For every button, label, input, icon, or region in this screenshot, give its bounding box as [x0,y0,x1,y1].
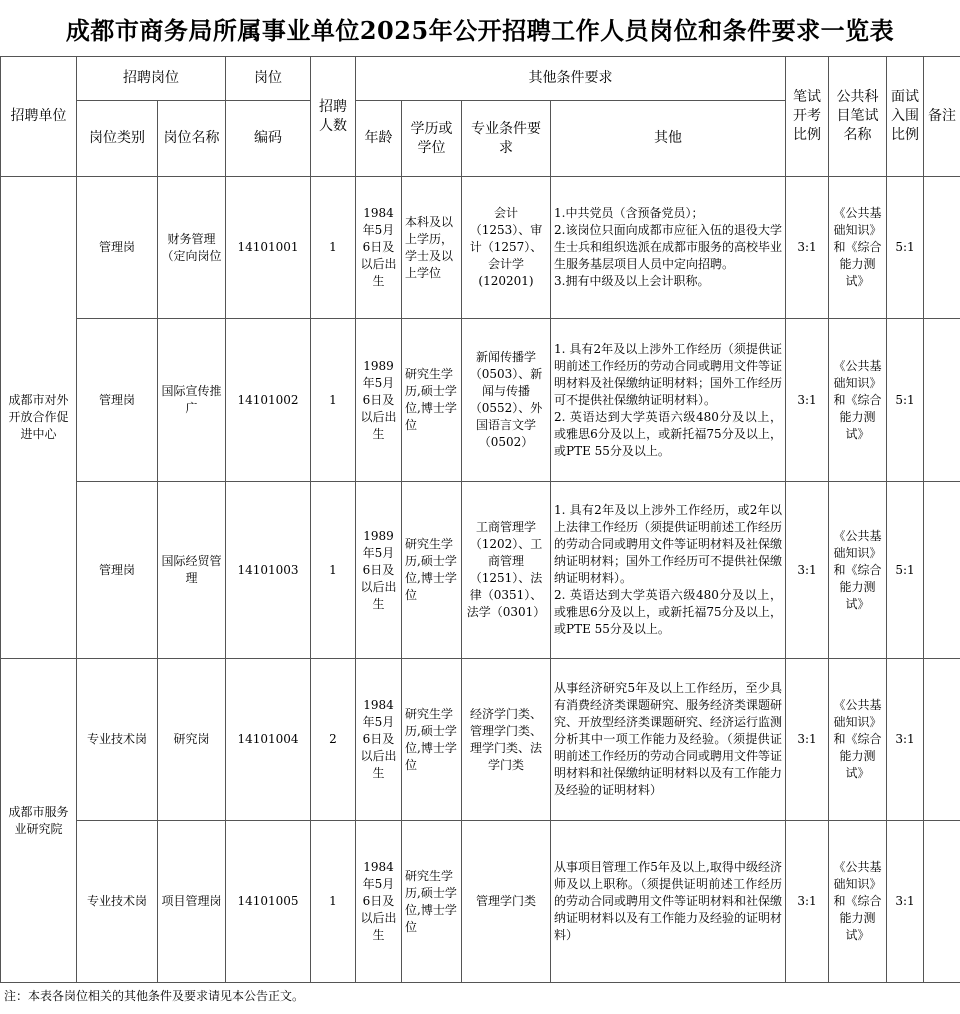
interview-ratio-cell: 3:1 [887,821,924,983]
remark-cell [924,659,960,821]
major-cell: 工商管理学（1202）、工商管理（1251）、法律（0351）、法学（0301） [462,482,551,659]
other-line: 1.中共党员（含预备党员）； [554,206,704,220]
other-line: 从事经济研究5年及以上工作经历，至少具有消费经济类课题研究、服务经济类课题研究、开放型经济类课题研究、经济运行监测分析其中一项工作能力及经验。（须提供证明前述工作经历的劳动合同或聘用文件等证明材料和社保缴纳证明材料以及有工作能力及经验的证明材料） [554,681,783,797]
remark-cell [924,482,960,659]
post-type-cell: 管理岗 [77,177,158,319]
recruitment-table [0,56,960,983]
count-cell: 2 [311,659,356,821]
header-education: 学历或学位 [402,101,462,177]
count-cell: 1 [311,177,356,319]
header-major: 专业条件要求 [462,101,551,177]
education-cell: 本科及以上学历，学士及以上学位 [402,177,462,319]
exam-ratio-cell: 3:1 [786,659,829,821]
header-remark: 备注 [924,57,960,177]
post-code-cell: 14101001 [226,177,311,319]
major-cell: 会计（1253）、审计（1257）、会计学(120201) [462,177,551,319]
header-interview-ratio: 面试入围比例 [887,57,924,177]
header-count: 招聘人数 [311,57,356,177]
post-code-cell: 14101003 [226,482,311,659]
post-type-cell: 专业技术岗 [77,659,158,821]
interview-ratio-cell: 5:1 [887,177,924,319]
count-cell: 1 [311,482,356,659]
footnote: 注：本表各岗位相关的其他条件及要求请见本公告正文。 [4,989,305,1003]
age-cell: 1989年5月6日及以后出生 [356,319,402,482]
remark-cell [924,177,960,319]
unit-cell: 成都市服务业研究院 [1,659,77,983]
other-cell [551,177,786,319]
post-code-cell: 14101005 [226,821,311,983]
exam-subject-cell: 《公共基础知识》和《综合能力测试》 [829,482,887,659]
header-exam-ratio: 笔试开考比例 [786,57,829,177]
exam-ratio-cell: 3:1 [786,319,829,482]
other-line: 2.该岗位只面向成都市应征入伍的退役大学生士兵和组织选派在成都市服务的高校毕业生服务基层项目人员中定向招聘。 [554,223,783,271]
header-post-type: 岗位类别 [77,101,158,177]
exam-ratio-cell: 3:1 [786,482,829,659]
interview-ratio-cell: 3:1 [887,659,924,821]
other-line: 3.拥有中级及以上会计职称。 [554,274,710,288]
post-type-cell: 管理岗 [77,319,158,482]
exam-subject-cell: 《公共基础知识》和《综合能力测试》 [829,177,887,319]
interview-ratio-cell: 5:1 [887,319,924,482]
post-type-cell: 管理岗 [77,482,158,659]
other-cell [551,821,786,983]
header-post-code-top: 岗位 [226,57,311,101]
header-exam-subject: 公共科目笔试名称 [829,57,887,177]
header-post-name: 岗位名称 [158,101,226,177]
education-cell: 研究生学历,硕士学位,博士学位 [402,482,462,659]
other-cell [551,482,786,659]
age-cell: 1984年5月6日及以后出生 [356,177,402,319]
post-name-cell: 研究岗 [158,659,226,821]
age-cell: 1984年5月6日及以后出生 [356,659,402,821]
post-name-cell: 财务管理（定向岗位 [158,177,226,319]
other-line: 1. 具有2年及以上涉外工作经历（须提供证明前述工作经历的劳动合同或聘用文件等证明材料及社保缴纳证明材料；国外工作经历可不提供社保缴纳证明材料）。 [554,341,783,407]
exam-subject-cell: 《公共基础知识》和《综合能力测试》 [829,659,887,821]
exam-subject-cell: 《公共基础知识》和《综合能力测试》 [829,319,887,482]
table-row [1,177,960,319]
header-age: 年龄 [356,101,402,177]
education-cell: 研究生学历,硕士学位,博士学位 [402,821,462,983]
unit-cell: 成都市对外开放合作促进中心 [1,177,77,659]
header-unit: 招聘单位 [1,57,77,177]
exam-subject-cell: 《公共基础知识》和《综合能力测试》 [829,821,887,983]
remark-cell [924,319,960,482]
other-line: 2. 英语达到大学英语六级480分及以上，或雅思6分及以上，或新托福75分及以上，或PTE 55分及以上。 [554,409,782,458]
age-cell: 1984年5月6日及以后出生 [356,821,402,983]
post-name-cell: 国际宣传推广 [158,319,226,482]
count-cell: 1 [311,319,356,482]
other-line: 2. 英语达到大学英语六级480分及以上，或雅思6分及以上，或新托福75分及以上，或PTE 55分及以上。 [554,588,782,636]
header-other: 其他 [551,101,786,177]
major-cell: 经济学门类、管理学门类、理学门类、法学门类 [462,659,551,821]
remark-cell [924,821,960,983]
post-code-cell: 14101002 [226,319,311,482]
post-code-cell: 14101004 [226,659,311,821]
interview-ratio-cell: 5:1 [887,482,924,659]
post-type-cell: 专业技术岗 [77,821,158,983]
exam-ratio-cell: 3:1 [786,177,829,319]
post-name-cell: 国际经贸管理 [158,482,226,659]
table-row [1,319,960,482]
education-cell: 研究生学历,硕士学位,博士学位 [402,319,462,482]
major-cell: 管理学门类 [462,821,551,983]
other-line: 从事项目管理工作5年及以上,取得中级经济师及以上职称。（须提供证明前述工作经历的劳动合同或聘用文件等证明材料和社保缴纳证明材料以及有工作能力及经验的证明材料） [554,860,783,942]
major-cell: 新闻传播学（0503）、新闻与传播（0552）、外国语言文学（0502） [462,319,551,482]
exam-ratio-cell: 3:1 [786,821,829,983]
header-other-group: 其他条件要求 [356,57,786,101]
header-post-group: 招聘岗位 [77,57,226,101]
other-cell [551,659,786,821]
post-name-cell: 项目管理岗 [158,821,226,983]
page-title: 成都市商务局所属事业单位2025年公开招聘工作人员岗位和条件要求一览表 [65,15,895,45]
header-post-code: 编码 [226,101,311,177]
other-line: 1. 具有2年及以上涉外工作经历，或2年以上法律工作经历（须提供证明前述工作经历的劳动合同或聘用文件等证明材料及社保缴纳证明材料；国外工作经历可不提供社保缴纳证明材料）。 [554,503,783,585]
age-cell: 1989年5月6日及以后出生 [356,482,402,659]
education-cell: 研究生学历,硕士学位,博士学位 [402,659,462,821]
table-row [1,821,960,983]
table-row [1,659,960,821]
table-row [1,482,960,659]
other-cell [551,319,786,482]
count-cell: 1 [311,821,356,983]
